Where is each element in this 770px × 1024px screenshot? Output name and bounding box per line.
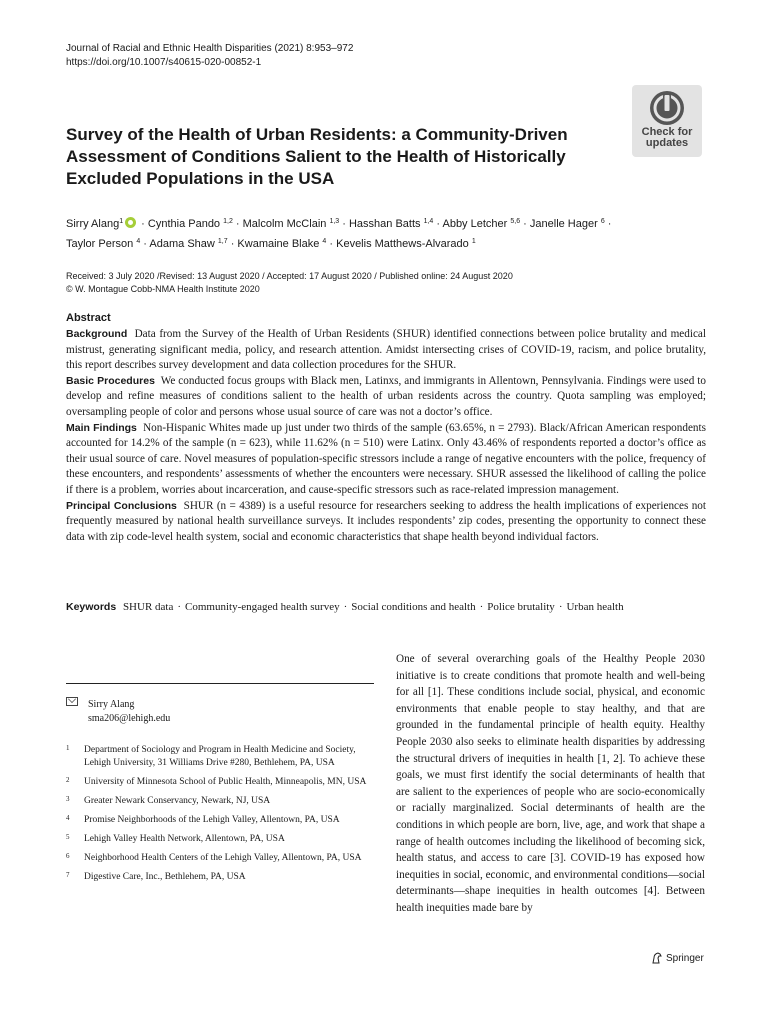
affiliation <box>66 795 376 808</box>
author-name: Malcolm McClain <box>242 218 327 230</box>
publisher-name: Springer <box>666 952 704 964</box>
article-title: Survey of the Health of Urban Residents: a Community-Driven Assessment of Conditions Salient to the Health of Historically Excluded Populations in the USA <box>66 125 568 188</box>
affiliation-text: Promise Neighborhoods of the Lehigh Valley, Allentown, PA, USA <box>84 815 340 825</box>
abstract-body <box>66 327 706 545</box>
keyword-separator: · <box>343 601 348 613</box>
affiliation-text: Neighborhood Health Centers of the Lehigh Valley, Allentown, PA, USA <box>84 853 362 863</box>
affiliation-text: Department of Sociology and Program in Health Medicine and Society, Lehigh University, 31 Williams Drive #280, Bethlehem, PA, USA <box>84 745 356 768</box>
affiliation-number: 7 <box>66 871 70 879</box>
affiliation <box>66 814 376 827</box>
author-name: Sirry Alang <box>66 218 120 230</box>
abstract-label: Principal Conclusions <box>66 499 177 512</box>
corresponding-author-email[interactable]: sma206@lehigh.edu <box>88 713 171 724</box>
author-affiliation-ref: 5,6 <box>510 218 521 225</box>
author-list: Sirry Alang$^1$ · Cynthia Pando $^{1,2}$ · Malcolm McClain $^{1,3}$ · Hasshan Batts $^{1,4}$ · Abby Letcher $^{5,6}$ · Janelle Hager $^6$ · Taylor Person $^4$ · Adama Shaw $^{1,7}$ · Kwamaine Blake $^4$ · Kevelis Matthews-Alvarado $^1$ <box>66 218 612 250</box>
author[interactable] <box>530 218 605 230</box>
abstract-background <box>66 327 706 374</box>
affiliation-number: 1 <box>66 744 70 752</box>
check-updates-icon <box>648 89 686 127</box>
keyword-separator: · <box>177 601 182 613</box>
author[interactable] <box>148 218 233 230</box>
affiliation <box>66 852 376 865</box>
author[interactable] <box>237 238 326 250</box>
check-updates-line2: updates <box>645 137 689 149</box>
affiliation <box>66 744 376 770</box>
author-name: Hasshan Batts <box>348 218 421 230</box>
abstract-procedures <box>66 374 706 421</box>
keyword: Police brutality <box>487 601 555 613</box>
affiliation <box>66 871 376 884</box>
author-name: Kwamaine Blake <box>237 238 320 250</box>
author-affiliation-ref: 1,4 <box>423 218 434 225</box>
publication-dates: Received: 3 July 2020 /Revised: 13 August 2020 / Accepted: 17 August 2020 / Published online: 24 August 2020 <box>66 271 513 281</box>
body-paragraph: One of several overarching goals of the Healthy People 2030 initiative is to create conditions that promote health and well-being for all [1]. These conditions include social, physical, and economic environments that enable people to stay healthy, and that are grounded in the fundamental principle of health equity. Healthy People 2030 also seeks to eliminate health disparities by addressing the structural drivers of inequities in health [1, 2]. To achieve these goals, we must first identify the social determinants of health that are salient to the experiences of people who are socio-economically or racially marginalized. Social determinants of health are the conditions in which people are born, live, age, and work that shape a range of health outcomes including the likelihood of becoming sick, health status, and access to care [3]. COVID-19 has exposed how inequities in social, economic, and environmental conditions—social determinants—shape inequities in health outcomes [4]. Between health inequities made bare by <box>396 653 705 914</box>
author-affiliation-ref: 1 <box>119 218 124 225</box>
abstract-label: Basic Procedures <box>66 374 155 387</box>
doi-link[interactable]: https://doi.org/10.1007/s40615-020-00852-1 <box>66 57 262 68</box>
keywords-label: Keywords <box>66 601 117 613</box>
keyword: Social conditions and health <box>351 601 476 613</box>
affiliation-number: 5 <box>66 833 70 841</box>
affiliation <box>66 833 376 846</box>
author-affiliation-ref: 1,3 <box>329 218 340 225</box>
author-name: Janelle Hager <box>529 218 598 230</box>
author[interactable] <box>349 218 433 230</box>
affiliation <box>66 776 376 789</box>
author-name: Adama Shaw <box>149 238 215 250</box>
author[interactable] <box>149 238 227 250</box>
affiliation-number: 4 <box>66 814 70 822</box>
affiliation-text: Lehigh Valley Health Network, Allentown, PA, USA <box>84 834 285 844</box>
keyword-separator: · <box>558 601 563 613</box>
envelope-icon <box>66 697 78 706</box>
abstract-label: Main Findings <box>66 421 137 434</box>
abstract-text: Non-Hispanic Whites made up just under two thirds of the sample (63.65%, n = 2793). Black/African American respondents accounted for 14.2% of the sample (n = 623), while 11.62% (n = 510) were Latinx. Only 43.46% of respondents reported a doctor’s office as their usual source of care. Novel measures of population-specific stressors include a range of negative encounters with the police, frequency of these encounters, and respondents’ assessments of whether the encounters were necessary. SHUR assessed the likelihood of calling the police if there is a problem, worries about incarceration, and cause-specific stressors such as race-related impression management. <box>66 421 706 496</box>
author-affiliation-ref: 6 <box>600 218 605 225</box>
author[interactable] <box>66 238 140 250</box>
author[interactable] <box>243 218 340 230</box>
affiliation-text: Digestive Care, Inc., Bethlehem, PA, USA <box>84 872 246 882</box>
abstract-conclusions <box>66 499 706 546</box>
author-name: Taylor Person <box>66 238 134 250</box>
keyword: Community-engaged health survey <box>185 601 340 613</box>
author-name: Cynthia Pando <box>147 218 221 230</box>
author-affiliation-ref: 4 <box>136 238 141 245</box>
abstract-text: Data from the Survey of the Health of Urban Residents (SHUR) identified connections between police brutality and medical mistrust, generating significant media, policy, and research attention. Amidst intersecting crises of COVID-19, racism, and police brutality, this report describes survey development and data collection procedures for the SHUR. <box>66 328 706 372</box>
footnote-divider <box>66 683 374 684</box>
abstract-label: Background <box>66 328 128 340</box>
check-updates-line1: Check for <box>641 126 693 138</box>
copyright-notice: © W. Montague Cobb-NMA Health Institute 2020 <box>66 284 260 294</box>
affiliation-number: 3 <box>66 795 70 803</box>
affiliation-number: 2 <box>66 776 70 784</box>
orcid-icon[interactable] <box>125 217 136 228</box>
author[interactable] <box>336 238 476 250</box>
affiliations-list <box>66 744 376 890</box>
keywords <box>66 600 706 615</box>
corresponding-author-name: Sirry Alang <box>88 699 135 710</box>
check-for-updates-badge[interactable] <box>632 85 702 157</box>
author[interactable] <box>66 218 138 230</box>
affiliation-text: Greater Newark Conservancy, Newark, NJ, USA <box>84 796 271 806</box>
corresponding-author <box>66 697 170 726</box>
author-name: Abby Letcher <box>442 218 508 230</box>
abstract-text: We conducted focus groups with Black men, Latinxs, and immigrants in Allentown, Pennsylvania. Findings were used to develop and refine measures of conditions salient to the health of urban residents across the country. Quota sampling was employed; oversampling people of color and persons whose usual source of care was not a doctor’s office. <box>66 374 706 418</box>
springer-horse-icon <box>651 952 663 964</box>
introduction-text <box>396 651 705 917</box>
abstract-heading: Abstract <box>66 312 111 324</box>
abstract-text: SHUR (n = 4389) is a useful resource for researchers seeking to address the health implications of experiences not frequently measured by national health surveillance surveys. It includes respondents’ zip codes, presenting the opportunity to connect these data with zip code-level health system, social and economic characteristics that shape health beyond individual factors. <box>66 499 707 543</box>
abstract-findings <box>66 421 706 499</box>
author-affiliation-ref: 1 <box>471 238 476 245</box>
author[interactable] <box>442 218 520 230</box>
affiliation-number: 6 <box>66 852 70 860</box>
affiliation-text: University of Minnesota School of Public Health, Minneapolis, MN, USA <box>84 777 367 787</box>
author-affiliation-ref: 1,7 <box>217 238 228 245</box>
keyword-separator: · <box>479 601 484 613</box>
author-affiliation-ref: 4 <box>322 238 327 245</box>
keyword: SHUR data <box>122 601 174 613</box>
author-affiliation-ref: 1,2 <box>223 218 233 225</box>
publisher-logo <box>651 952 704 964</box>
journal-citation: Journal of Racial and Ethnic Health Disparities (2021) 8:953–972 <box>66 43 354 54</box>
keyword: Urban health <box>566 601 624 613</box>
author-name: Kevelis Matthews-Alvarado <box>336 238 469 250</box>
